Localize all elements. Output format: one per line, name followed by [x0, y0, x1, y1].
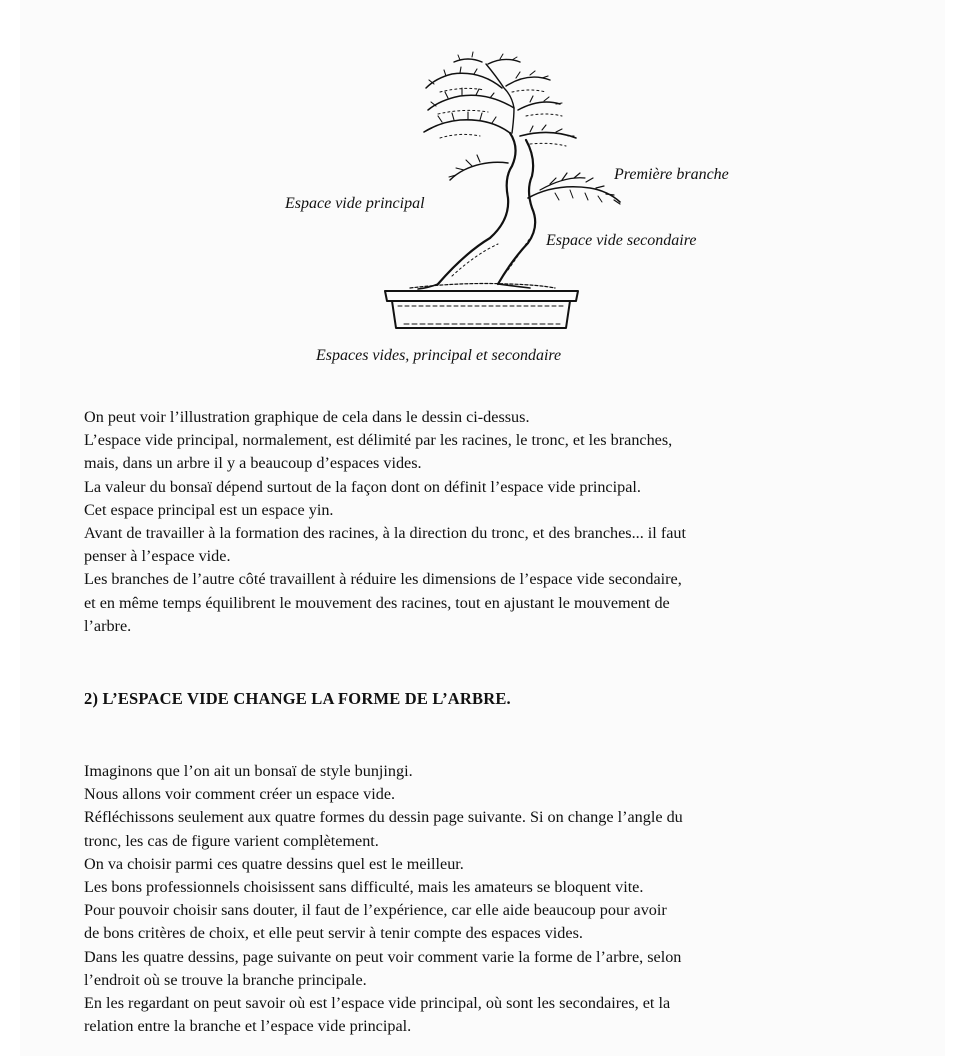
text-line: mais, dans un arbre il y a beaucoup d’espaces vides. [84, 454, 422, 473]
section-heading: 2) L’ESPACE VIDE CHANGE LA FORME DE L’ARBRE. [84, 689, 511, 708]
text-line: Les branches de l’autre côté travaillent à réduire les dimensions de l’espace vide secondaire, [84, 570, 682, 589]
text-line: Dans les quatre dessins, page suivante on peut voir comment varie la forme de l’arbre, selon [84, 947, 682, 966]
text-line: En les regardant on peut savoir où est l’espace vide principal, où sont les secondaires, et la [84, 994, 671, 1013]
text-line: penser à l’espace vide. [84, 547, 231, 566]
text-line: Les bons professionnels choisissent sans difficulté, mais les amateurs se bloquent vite. [84, 878, 644, 897]
text-line: On va choisir parmi ces quatre dessins quel est le meilleur. [84, 854, 464, 873]
text-line: On peut voir l’illustration graphique de cela dans le dessin ci-dessus. [84, 408, 530, 426]
label-espace-vide-secondaire: Espace vide secondaire [546, 232, 697, 249]
text-line: de bons critères de choix, et elle peut servir à tenir compte des espaces vides. [84, 924, 583, 943]
text-line: et en même temps équilibrent le mouvement des racines, tout en ajustant le mouvement de [84, 593, 670, 612]
text-line: Nous allons voir comment créer un espace vide. [84, 785, 396, 804]
text-line: l’arbre. [84, 616, 132, 635]
text-line: Cet espace principal est un espace yin. [84, 500, 334, 519]
text-line: l’endroit où se trouve la branche principale. [84, 970, 367, 989]
paragraph-section-2 [84, 760, 824, 1038]
bonsai-illustration [380, 48, 680, 338]
text-line: La valeur du bonsaï dépend surtout de la façon dont on définit l’espace vide principal. [84, 477, 641, 496]
text-line: Avant de travailler à la formation des racines, à la direction du tronc, et des branches... il faut [84, 524, 686, 543]
text-line: L’espace vide principal, normalement, est délimité par les racines, le tronc, et les branches, [84, 431, 673, 450]
text-line: relation entre la branche et l’espace vide principal. [84, 1017, 412, 1036]
label-espace-vide-principal: Espace vide principal [285, 195, 425, 212]
text-line: Pour pouvoir choisir sans douter, il faut de l’expérience, car elle aide beaucoup pour avoir [84, 901, 667, 920]
label-premiere-branche: Première branche [614, 166, 729, 183]
figure-caption: Espaces vides, principal et secondaire [316, 347, 562, 364]
paragraph-section-1 [84, 406, 824, 638]
text-line: Imaginons que l’on ait un bonsaï de style bunjingi. [84, 762, 413, 780]
text-line: Réfléchissons seulement aux quatre formes du dessin page suivante. Si on change l’angle du [84, 808, 683, 827]
text-line: tronc, les cas de figure varient complètement. [84, 831, 379, 850]
